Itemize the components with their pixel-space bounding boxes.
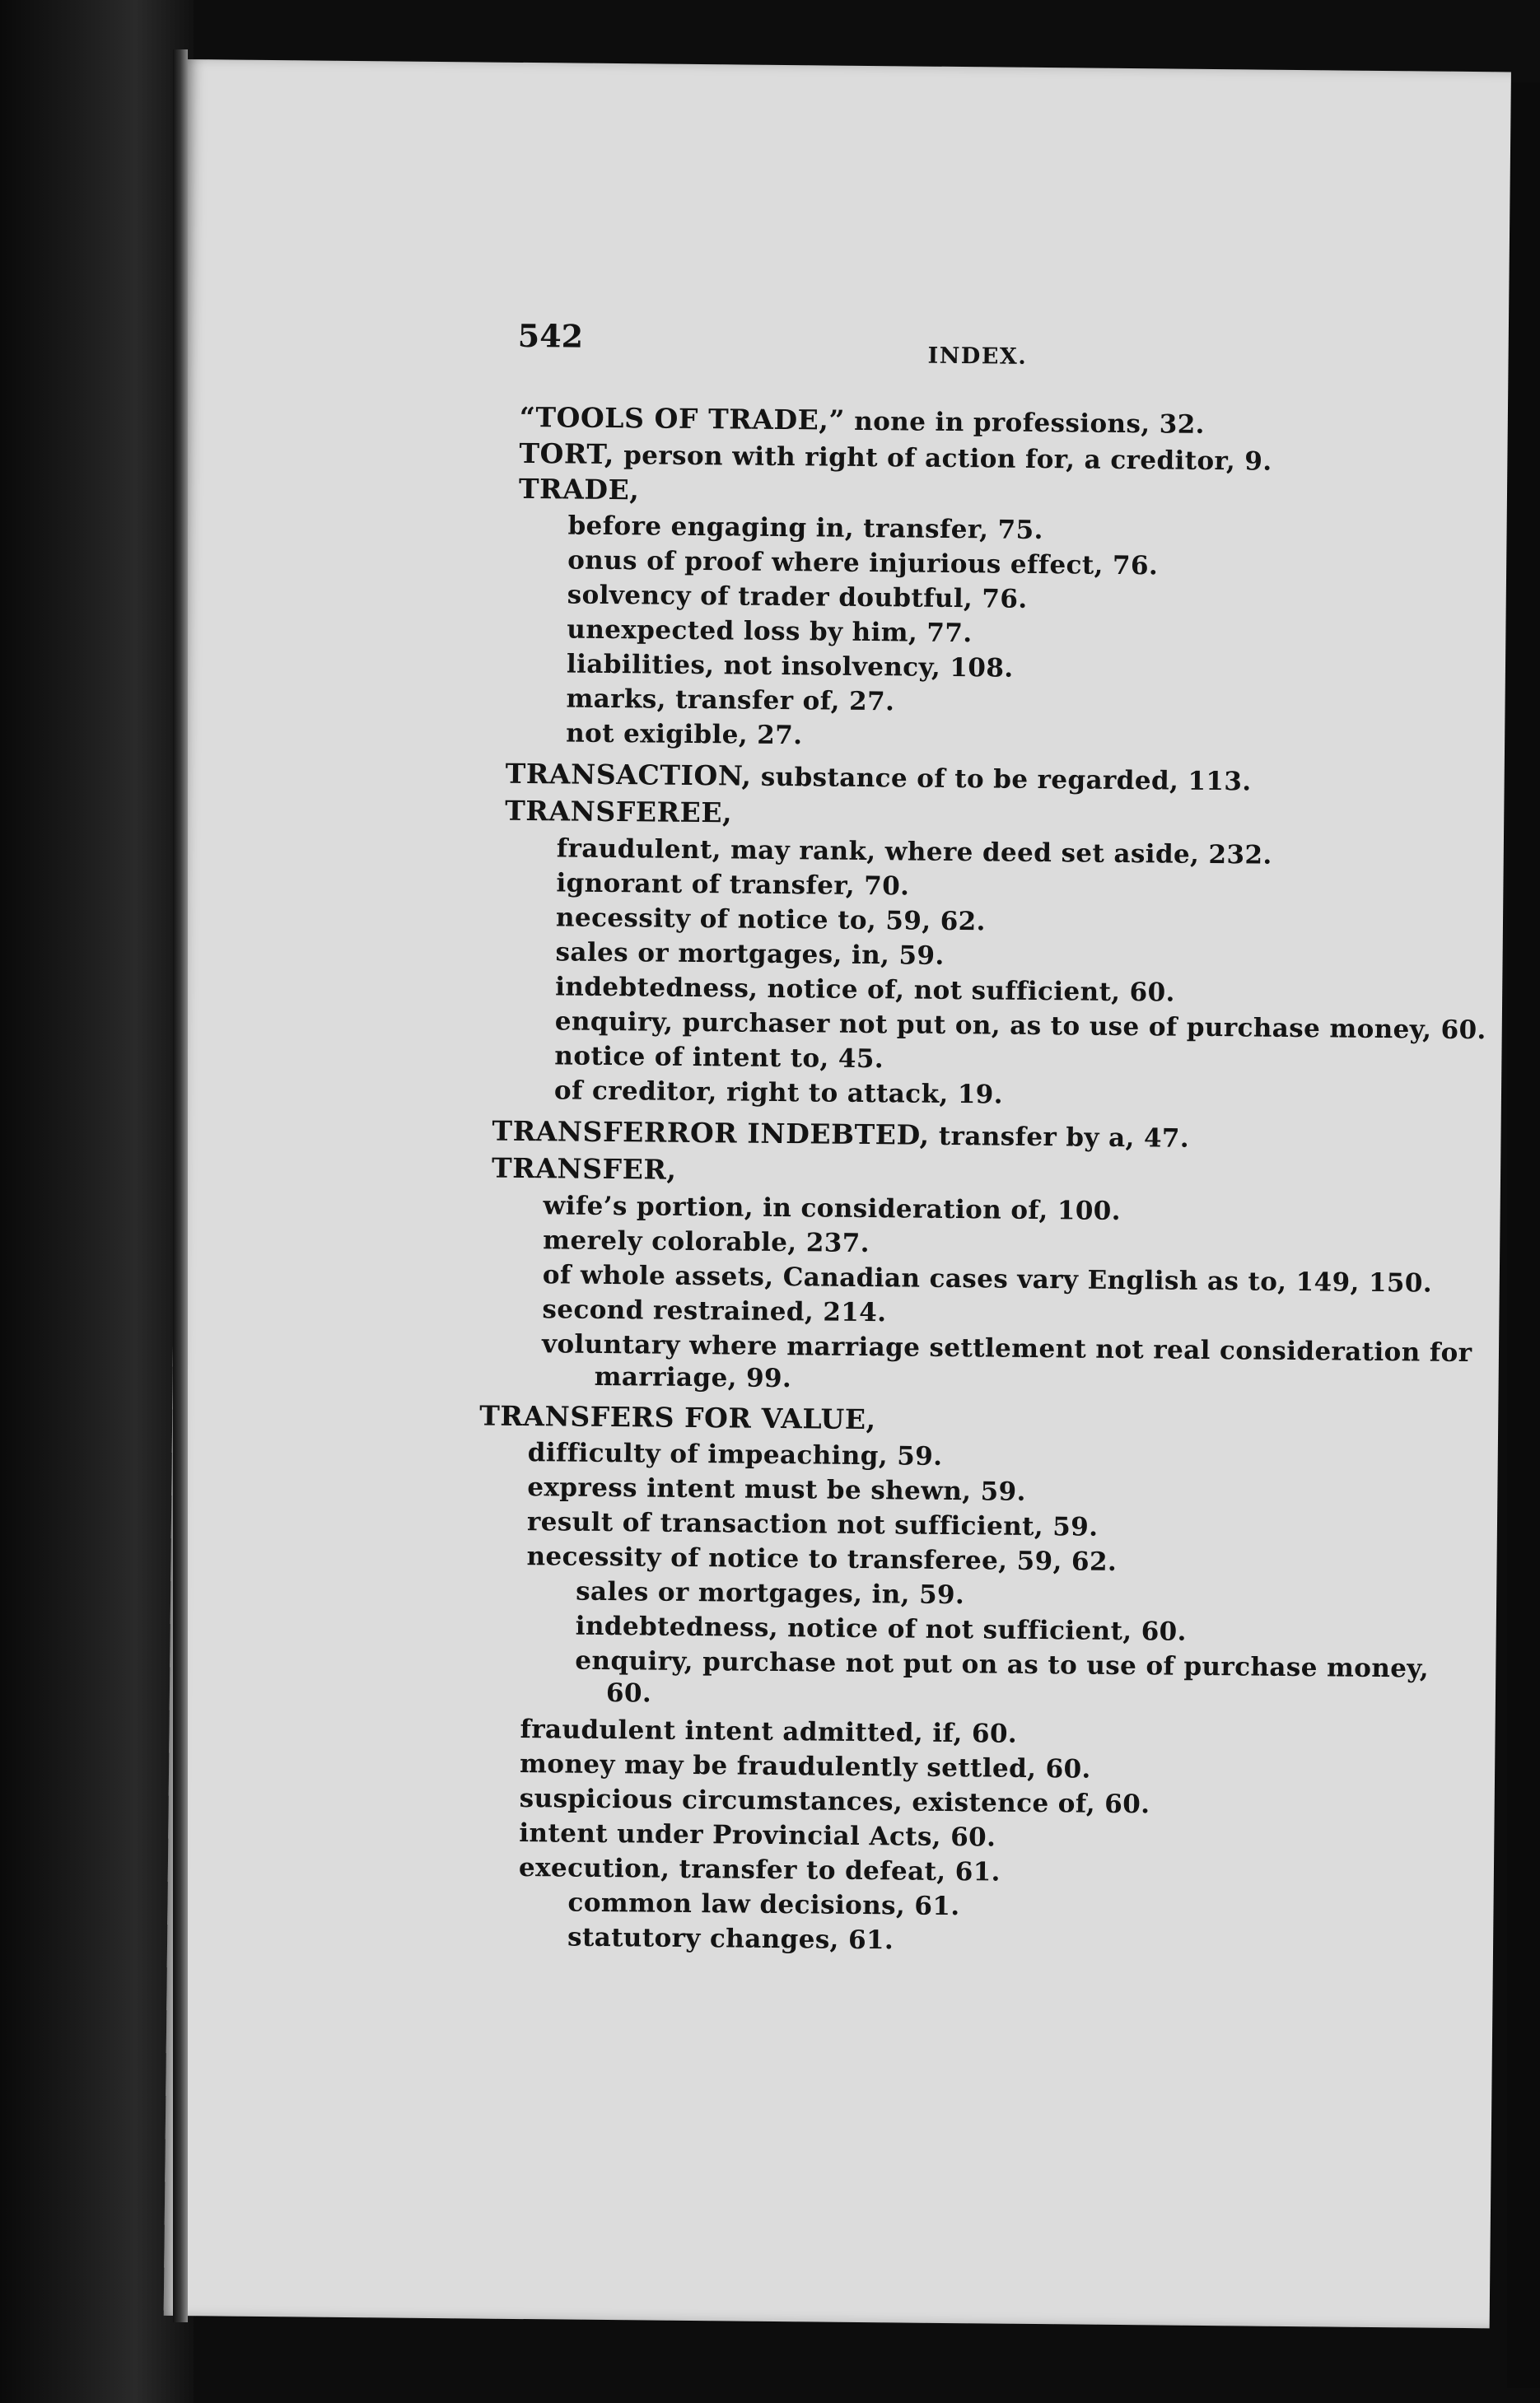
index-subentry: necessity of notice to transferee, 59, 62. [526, 1542, 1118, 1577]
index-subentry: fraudulent intent admitted, if, 60. [520, 1714, 1018, 1749]
index-subsubentry: common law decisions, 61. [567, 1887, 960, 1922]
index-subentry: onus of proof where injurious effect, 76. [567, 545, 1159, 581]
page-text [164, 59, 1511, 2328]
index-heading [479, 1399, 876, 1436]
index-subentry: enquiry, purchaser not put on, as to use of purchase money, 60. [554, 1006, 1486, 1046]
index-heading [519, 400, 1205, 440]
index-subentry: marks, transfer of, 27. [566, 684, 895, 717]
heading-rest: transfer by a, 47. [929, 1121, 1190, 1154]
heading-term: “TOOLS OF TRADE,” [519, 400, 846, 436]
index-subentry-continuation: marriage, 99. [594, 1361, 792, 1394]
index-subentry: merely colorable, 237. [543, 1225, 870, 1259]
index-subentry: express intent must be shewn, 59. [527, 1472, 1026, 1507]
index-subsubentry: indebtedness, notice of not sufficient, 60. [575, 1611, 1187, 1647]
index-subentry: ignorant of transfer, 70. [556, 868, 910, 902]
index-heading [519, 436, 1272, 477]
index-subsubentry: enquiry, purchase not put on as to use of purchase money, [575, 1645, 1430, 1684]
index-heading [518, 472, 640, 506]
index-subentry: second restrained, 214. [542, 1295, 887, 1328]
index-subentry: solvency of trader doubtful, 76. [567, 580, 1028, 614]
page-number: 542 [517, 316, 584, 355]
index-subentry: of creditor, right to attack, 19. [553, 1076, 1004, 1110]
index-subentry: of whole assets, Canadian cases vary English as to, 149, 150. [542, 1260, 1433, 1299]
heading-rest: person with right of action for, a creditor, 9. [614, 441, 1272, 477]
index-subentry: money may be fraudulently settled, 60. [519, 1748, 1091, 1785]
heading-rest: none in professions, 32. [844, 406, 1205, 440]
index-subentry: liabilities, not insolvency, 108. [566, 649, 1014, 684]
index-subentry: notice of intent to, 45. [554, 1041, 884, 1075]
index-heading [492, 1114, 1190, 1154]
index-subentry: execution, transfer to defeat, 61. [518, 1852, 1001, 1887]
index-subentry: unexpected loss by him, 77. [567, 614, 973, 649]
index-subentry: intent under Provincial Acts, 60. [519, 1817, 996, 1853]
index-subentry: sales or mortgages, in, 59. [555, 937, 945, 971]
index-subentry: necessity of notice to, 59, 62. [555, 903, 986, 937]
index-subentry: wife’s portion, in consideration of, 100. [543, 1191, 1122, 1226]
heading-term: TORT, [519, 436, 615, 471]
page-edge [173, 49, 188, 2322]
book-spine-shadow [0, 0, 194, 2403]
index-subentry: result of transaction not sufficient, 59. [526, 1507, 1099, 1542]
heading-term: TRANSACTION, [505, 757, 752, 792]
heading-term: TRANSFEREE, [505, 794, 733, 829]
index-subsubentry: statutory changes, 61. [567, 1922, 894, 1956]
heading-term: TRADE, [518, 472, 640, 506]
index-subentry: voluntary where marriage settlement not real consideration for [541, 1329, 1472, 1369]
heading-term: TRANSFER, [491, 1151, 677, 1186]
running-head: INDEX. [927, 343, 1028, 370]
scan-border [1507, 82, 1540, 2388]
index-subentry: difficulty of impeaching, 59. [527, 1438, 943, 1472]
index-subentry: not exigible, 27. [565, 718, 803, 751]
index-subentry: indebtedness, notice of, not sufficient, 60. [555, 972, 1175, 1008]
index-heading [505, 794, 733, 829]
heading-term: TRANSFERS FOR VALUE, [479, 1399, 876, 1436]
index-heading [491, 1151, 677, 1186]
index-subsubentry: sales or mortgages, in, 59. [575, 1576, 965, 1611]
index-subsubentry-continuation: 60. [605, 1677, 652, 1709]
book-page [164, 59, 1511, 2328]
index-subentry: before engaging in, transfer, 75. [567, 511, 1043, 546]
heading-rest: substance of to be regarded, 113. [751, 762, 1252, 797]
heading-term: TRANSFERROR INDEBTED, [492, 1114, 930, 1151]
index-subentry: fraudulent, may rank, where deed set aside, 232. [556, 833, 1272, 870]
index-heading [505, 757, 1252, 797]
index-subentry: suspicious circumstances, existence of, 60. [519, 1783, 1150, 1820]
